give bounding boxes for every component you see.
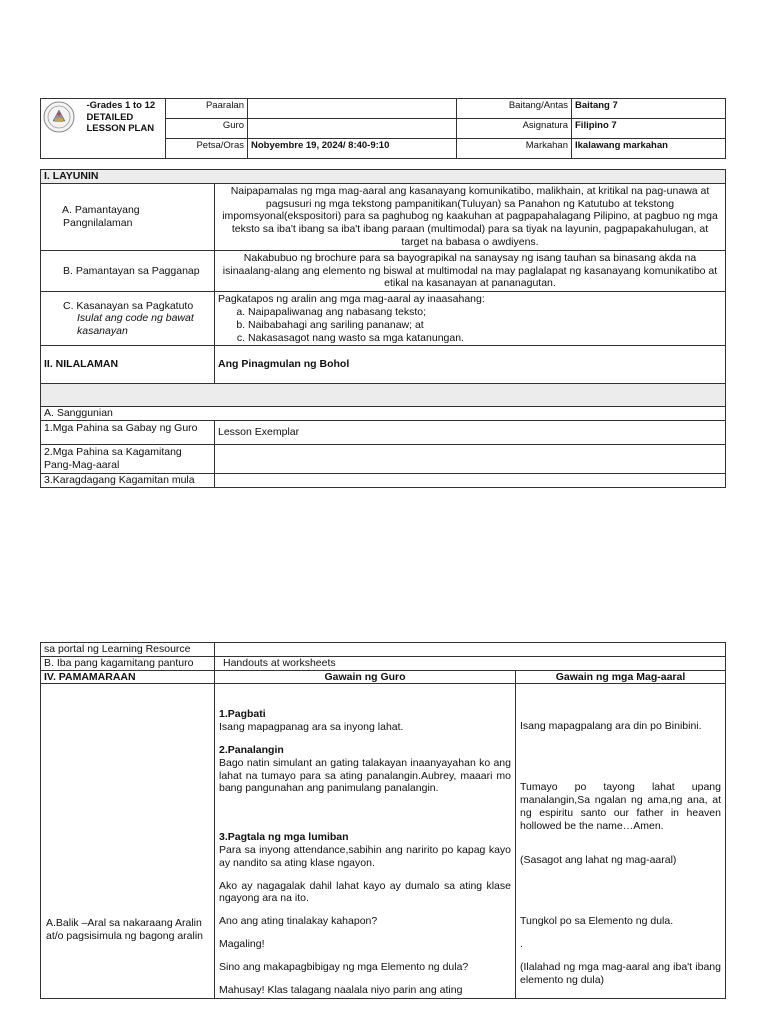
iba-pang-kagamitan-label: B. Iba pang kagamitang panturo	[41, 656, 215, 670]
asignatura-label: Asignatura	[457, 119, 572, 139]
title-line-3: LESSON PLAN	[86, 123, 155, 135]
asignatura-value[interactable]: Filipino 7	[572, 119, 726, 139]
baitang-value[interactable]: Baitang 7	[572, 99, 726, 119]
kagamitan-mag-aaral-value	[215, 445, 726, 474]
balik-aral-cell	[41, 684, 215, 999]
sanggunian-heading: A. Sanggunian	[41, 407, 726, 421]
pagbati-text: Isang mapagpanag ara sa inyong lahat.	[219, 721, 404, 734]
panalangin-heading: 2.Panalangin	[219, 743, 284, 756]
lesson-plan-header	[40, 98, 726, 159]
guro-label: Guro	[166, 119, 248, 139]
lesson-plan-title	[85, 99, 166, 159]
gawain-guro-cell	[215, 684, 516, 999]
nagagalak-text: Ako ay nagagalak dahil lahat kayo ay dumalo sa ating klase ngayong ara na ito.	[219, 879, 511, 905]
tanong-elemento: Sino ang makapagbibigay ng mga Elemento ng dula?	[219, 960, 469, 973]
gabay-guro-value: Lesson Exemplar	[215, 421, 726, 445]
list-item: b. Naibabahagi ang sariling pananaw; at	[248, 319, 722, 332]
kasanayan-content	[215, 292, 726, 346]
gabay-guro-label: 1.Mga Pahina sa Gabay ng Guro	[41, 421, 215, 445]
learning-resource-portal-value	[215, 643, 726, 657]
tanong-kahapon: Ano ang ating tinalakay kahapon?	[219, 915, 378, 928]
iba-pang-kagamitan-value: Handouts at worksheets	[215, 656, 726, 670]
gawain-mag-aaral-cell	[516, 684, 726, 999]
pagtala-text: Para sa inyong attendance,sabihin ang naririto po kapag kayo ay nandito sa ating klase ngayon.	[219, 843, 511, 869]
guro-value[interactable]	[248, 119, 457, 139]
pamantayan-pagganap-text: Nakabubuo ng brochure para sa bayograpikal na sanaysay ng isang tauhan sa binasang akda na isinaalang-alang ang elemento ng biswal at multimodal na may paglalapat ng kasanayang komunikatibo at etikal na kasanayan at pananagutan.	[215, 250, 726, 291]
deped-seal-icon	[43, 101, 75, 133]
markahan-label: Markahan	[457, 139, 572, 159]
gawain-mag-aaral-header: Gawain ng mga Mag-aaral	[516, 670, 726, 684]
sagot-pagbati: Isang mapagpalang ara din po Binibini.	[520, 720, 702, 733]
layunin-heading: I. LAYUNIN	[41, 170, 726, 184]
panalangin-text: Bago natin simulant an gating talakayan inaanyayahan ko ang lahat na tumayo para sa ating panalangin.Aubrey, maaari mo bang pangunahan ang panimulang panalangin.	[219, 756, 511, 795]
deped-seal-cell	[41, 99, 85, 159]
pamamaraan-heading: IV. PAMAMARAAN	[41, 670, 215, 684]
magaling-text: Magaling!	[219, 937, 265, 950]
kagamitan-mag-aaral-label: 2.Mga Pahina sa Kagamitang Pang-Mag-aaral	[41, 445, 215, 474]
karagdagang-kagamitan-value	[215, 473, 726, 487]
title-line-2: DETAILED	[86, 111, 134, 123]
balik-aral-label: A.Balik –Aral sa nakaraang Aralin at/o pagsisimula ng bagong aralin	[46, 917, 204, 943]
list-item: a. Naipapaliwanag ang nabasang teksto;	[248, 306, 722, 319]
kasanayan-sublabel: Isulat ang code ng bawat kasanayan	[77, 312, 194, 338]
sagot-magaling: .	[520, 937, 523, 950]
kasanayan-pagkatuto-label	[41, 292, 215, 346]
list-item: c. Nakasasagot nang wasto sa mga katanungan.	[248, 332, 722, 345]
gawain-guro-header: Gawain ng Guro	[215, 670, 516, 684]
petsa-value[interactable]: Nobyembre 19, 2024/ 8:40-9:10	[248, 139, 457, 159]
markahan-value[interactable]: Ikalawang markahan	[572, 139, 726, 159]
sagot-kahapon: Tungkol po sa Elemento ng dula.	[520, 915, 674, 928]
pagbati-heading: 1.Pagbati	[219, 708, 266, 721]
sagot-attendance: (Sasagot ang lahat ng mag-aaral)	[520, 854, 677, 867]
baitang-label: Baitang/Antas	[457, 99, 572, 119]
kasanayan-list	[218, 306, 722, 344]
petsa-label: Petsa/Oras	[166, 139, 248, 159]
objectives-content-table	[40, 169, 726, 488]
procedure-table	[40, 642, 726, 999]
title-line-1: -Grades 1 to 12	[86, 100, 156, 111]
mahusay-text: Mahusay! Klas talagang naalala niyo parin ang ating	[219, 983, 463, 996]
nilalaman-value: Ang Pinagmulan ng Bohol	[215, 346, 726, 384]
nilalaman-heading: II. NILALAMAN	[41, 346, 215, 384]
kasanayan-title: C. Kasanayan sa Pagkatuto	[63, 299, 194, 312]
pamantayan-pagganap-label: B. Pamantayan sa Pagganap	[41, 250, 215, 291]
pamantayang-pangnilalaman-label: A. Pamantayang Pangnilalaman	[41, 183, 215, 250]
pamantayang-pangnilalaman-text: Naipapamalas ng mga mag-aaral ang kasanayang komunikatibo, malikhain, at kritikal na pag-unawa at pagsusuri ng mga tekstong pampanitikan(Tuluyan) sa Panahon ng Katutubo at tekstong impomsyonal(ekspositori) para sa paghubog ng kaakuhan at pagpapahalagang Pilipino, at pagbuo ng mga teksto sa iba't ibang sa iba't ibang paraan (multimodal) para sa tiyak na layunin, pagpapakahulugan, at target na babasa o awdiyens.	[215, 183, 726, 250]
karagdagang-kagamitan-label: 3.Karagdagang Kagamitan mula	[41, 473, 215, 487]
pagtala-heading: 3.Pagtala ng mga lumiban	[219, 831, 349, 844]
sagot-elemento: (Ilalahad ng mga mag-aaral ang iba't ibang elemento ng dula)	[520, 960, 721, 986]
section-spacer-row	[41, 384, 726, 407]
sagot-panalangin: Tumayo po tayong lahat upang manalangin,Sa ngalan ng ama,ng ana, at ng espiritu santo our father in heaven hollowed be the name…Amen.	[520, 781, 721, 832]
paaralan-value[interactable]	[248, 99, 457, 119]
kasanayan-intro: Pagkatapos ng aralin ang mga mag-aaral ay inaasahang:	[218, 293, 485, 306]
learning-resource-portal-label: sa portal ng Learning Resource	[41, 643, 215, 657]
paaralan-label: Paaralan	[166, 99, 248, 119]
